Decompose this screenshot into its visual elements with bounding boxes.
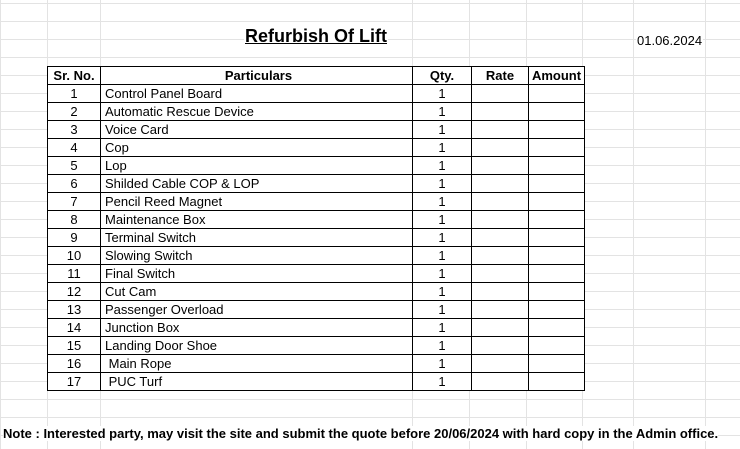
cell-sr-no[interactable]: 7 — [48, 193, 101, 211]
cell-rate[interactable] — [472, 175, 529, 193]
cell-rate[interactable] — [472, 85, 529, 103]
table-body — [48, 85, 585, 391]
cell-amount[interactable] — [529, 265, 585, 283]
table-row — [48, 337, 585, 355]
cell-amount[interactable] — [529, 319, 585, 337]
cell-sr-no[interactable]: 14 — [48, 319, 101, 337]
cell-rate[interactable] — [472, 337, 529, 355]
cell-particulars[interactable]: Junction Box — [101, 319, 413, 337]
table-row — [48, 157, 585, 175]
cell-qty[interactable]: 1 — [413, 319, 472, 337]
cell-rate[interactable] — [472, 121, 529, 139]
cell-amount[interactable] — [529, 211, 585, 229]
cell-rate[interactable] — [472, 229, 529, 247]
cell-amount[interactable] — [529, 355, 585, 373]
cell-rate[interactable] — [472, 265, 529, 283]
cell-amount[interactable] — [529, 121, 585, 139]
cell-particulars[interactable]: Slowing Switch — [101, 247, 413, 265]
header-qty[interactable]: Qty. — [413, 67, 472, 85]
cell-amount[interactable] — [529, 229, 585, 247]
items-table — [47, 66, 585, 391]
cell-amount[interactable] — [529, 301, 585, 319]
grid-line — [705, 0, 706, 449]
table-row — [48, 283, 585, 301]
table-row — [48, 301, 585, 319]
cell-sr-no[interactable]: 1 — [48, 85, 101, 103]
cell-qty[interactable]: 1 — [413, 337, 472, 355]
table-row — [48, 85, 585, 103]
table-row — [48, 175, 585, 193]
cell-amount[interactable] — [529, 247, 585, 265]
header-rate[interactable]: Rate — [472, 67, 529, 85]
cell-particulars[interactable]: Cop — [101, 139, 413, 157]
cell-qty[interactable]: 1 — [413, 139, 472, 157]
cell-sr-no[interactable]: 3 — [48, 121, 101, 139]
cell-amount[interactable] — [529, 175, 585, 193]
table-row — [48, 355, 585, 373]
cell-qty[interactable]: 1 — [413, 85, 472, 103]
cell-particulars[interactable]: Main Rope — [101, 355, 413, 373]
table-row — [48, 265, 585, 283]
cell-sr-no[interactable]: 13 — [48, 301, 101, 319]
cell-qty[interactable]: 1 — [413, 193, 472, 211]
table-row — [48, 229, 585, 247]
table-row — [48, 373, 585, 391]
cell-sr-no[interactable]: 5 — [48, 157, 101, 175]
cell-qty[interactable]: 1 — [413, 175, 472, 193]
cell-rate[interactable] — [472, 373, 529, 391]
header-amount[interactable]: Amount — [529, 67, 585, 85]
cell-sr-no[interactable]: 16 — [48, 355, 101, 373]
note-text: Note : Interested party, may visit the site and submit the quote before 20/06/2024 with hard copy in the Admin office. — [3, 426, 719, 441]
cell-particulars[interactable]: PUC Turf — [101, 373, 413, 391]
table-row — [48, 193, 585, 211]
cell-particulars[interactable]: Passenger Overload — [101, 301, 413, 319]
cell-particulars[interactable]: Maintenance Box — [101, 211, 413, 229]
cell-rate[interactable] — [472, 247, 529, 265]
document-title: Refurbish Of Lift — [245, 26, 387, 46]
cell-sr-no[interactable]: 15 — [48, 337, 101, 355]
table-row — [48, 211, 585, 229]
cell-qty[interactable]: 1 — [413, 211, 472, 229]
cell-particulars[interactable]: Final Switch — [101, 265, 413, 283]
cell-rate[interactable] — [472, 355, 529, 373]
table-row — [48, 139, 585, 157]
cell-rate[interactable] — [472, 193, 529, 211]
cell-particulars[interactable]: Voice Card — [101, 121, 413, 139]
cell-sr-no[interactable]: 8 — [48, 211, 101, 229]
cell-qty[interactable]: 1 — [413, 229, 472, 247]
cell-qty[interactable]: 1 — [413, 121, 472, 139]
cell-qty[interactable]: 1 — [413, 301, 472, 319]
cell-particulars[interactable]: Control Panel Board — [101, 85, 413, 103]
document-date: 01.06.2024 — [637, 33, 703, 48]
cell-rate[interactable] — [472, 103, 529, 121]
cell-qty[interactable]: 1 — [413, 355, 472, 373]
cell-qty[interactable]: 1 — [413, 157, 472, 175]
cell-qty[interactable]: 1 — [413, 103, 472, 121]
cell-particulars[interactable]: Terminal Switch — [101, 229, 413, 247]
table-row — [48, 121, 585, 139]
cell-rate[interactable] — [472, 211, 529, 229]
cell-sr-no[interactable]: 11 — [48, 265, 101, 283]
table-header-row — [48, 67, 585, 85]
cell-rate[interactable] — [472, 139, 529, 157]
cell-particulars[interactable]: Lop — [101, 157, 413, 175]
cell-qty[interactable]: 1 — [413, 247, 472, 265]
cell-sr-no[interactable]: 12 — [48, 283, 101, 301]
cell-rate[interactable] — [472, 319, 529, 337]
cell-rate[interactable] — [472, 283, 529, 301]
cell-sr-no[interactable]: 2 — [48, 103, 101, 121]
header-particulars[interactable]: Particulars — [101, 67, 413, 85]
cell-amount[interactable] — [529, 85, 585, 103]
cell-qty[interactable]: 1 — [413, 265, 472, 283]
cell-particulars[interactable]: Landing Door Shoe — [101, 337, 413, 355]
grid-line — [633, 0, 634, 449]
cell-sr-no[interactable]: 17 — [48, 373, 101, 391]
cell-amount[interactable] — [529, 373, 585, 391]
cell-sr-no[interactable]: 9 — [48, 229, 101, 247]
table-row — [48, 247, 585, 265]
cell-amount[interactable] — [529, 139, 585, 157]
table-row — [48, 319, 585, 337]
cell-amount[interactable] — [529, 193, 585, 211]
cell-sr-no[interactable]: 6 — [48, 175, 101, 193]
table-row — [48, 103, 585, 121]
cell-particulars[interactable]: Shilded Cable COP & LOP — [101, 175, 413, 193]
cell-qty[interactable]: 1 — [413, 283, 472, 301]
cell-amount[interactable] — [529, 337, 585, 355]
cell-rate[interactable] — [472, 157, 529, 175]
cell-amount[interactable] — [529, 157, 585, 175]
cell-sr-no[interactable]: 10 — [48, 247, 101, 265]
cell-particulars[interactable]: Automatic Rescue Device — [101, 103, 413, 121]
cell-particulars[interactable]: Cut Cam — [101, 283, 413, 301]
cell-rate[interactable] — [472, 301, 529, 319]
cell-amount[interactable] — [529, 103, 585, 121]
cell-qty[interactable]: 1 — [413, 373, 472, 391]
cell-amount[interactable] — [529, 283, 585, 301]
cell-sr-no[interactable]: 4 — [48, 139, 101, 157]
header-sr-no[interactable]: Sr. No. — [48, 67, 101, 85]
cell-particulars[interactable]: Pencil Reed Magnet — [101, 193, 413, 211]
